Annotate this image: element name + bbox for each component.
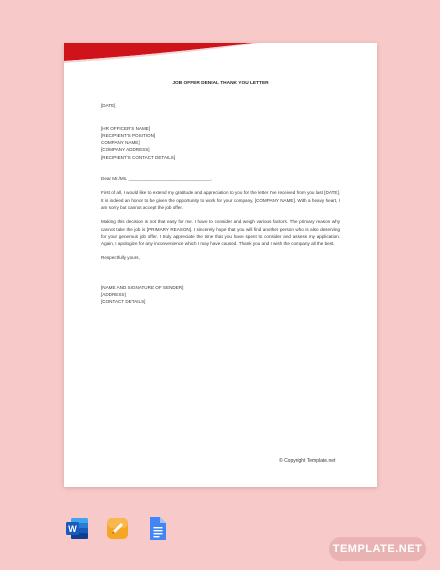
signature-block xyxy=(101,284,340,306)
salutation: Dear Mr./Ms. ________________________________, xyxy=(101,176,212,182)
template-net-badge[interactable]: TEMPLATE.NET xyxy=(329,537,426,561)
signature-line: [ADDRESS] xyxy=(101,292,126,298)
signature-line: [CONTACT DETAILS] xyxy=(101,299,146,305)
body-paragraph: First of all, I would like to extend my gratitude and appreciation to you for the letter I've received from you last [DATE]. It is indeed an honor to be given the opportunity to work for your company, [COMPANY NAME]. With a heavy heart, I am sorry but cannot accept the job offer. xyxy=(101,190,340,210)
letter-date: [DATE] xyxy=(101,103,116,109)
copyright-text: © Copyright Template.net xyxy=(279,458,336,464)
recipient-line: [RECIPIENT'S POSITION] xyxy=(101,132,156,138)
google-docs-icon[interactable] xyxy=(145,516,170,541)
body-paragraph: Making this decision is not that easy for me. I have to consider and weigh various factors. The primary reason why cannot take the job is [PRIMARY REASON]. I sincerely hope that you will find another person who is also deserving for your generous job offer. I truly appreciate the time that you have spent to consider and assess my application. Again, I apologize for any inconvenience which I may have caused. Thank you and I wish the company all the best. xyxy=(101,219,340,247)
recipient-line: [COMPANY ADDRESS] xyxy=(101,147,150,153)
recipient-line: [RECIPIENT'S CONTACT DETAILS] xyxy=(101,154,176,160)
pages-icon[interactable] xyxy=(105,516,130,541)
letter-body xyxy=(101,80,340,306)
signature-line: [NAME AND SIGNATURE OF SENDER] xyxy=(101,284,184,290)
word-icon[interactable] xyxy=(65,516,90,541)
svg-text:W: W xyxy=(68,524,77,534)
closing: Respectfully yours, xyxy=(101,255,140,261)
document-preview xyxy=(64,43,377,487)
red-wave-banner xyxy=(64,43,377,63)
recipient-line: [HR OFFICER'S NAME] xyxy=(101,125,151,131)
recipient-block xyxy=(101,125,340,161)
letter-title: JOB OFFER DENIAL THANK YOU LETTER xyxy=(172,81,269,86)
recipient-line: COMPANY NAME] xyxy=(101,140,140,146)
